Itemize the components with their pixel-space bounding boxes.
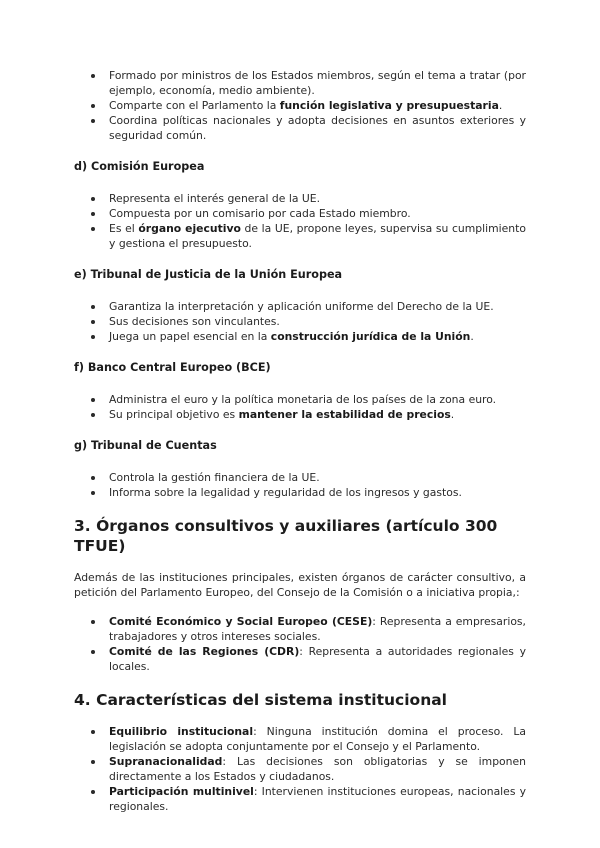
list-item: Comité Económico y Social Europeo (CESE): Representa a empresarios, trabajadores y otros intereses sociales.: [74, 614, 526, 644]
list-item: Compuesta por un comisario por cada Estado miembro.: [74, 206, 526, 221]
caracteristicas-list: [74, 724, 526, 814]
list-item: Sus decisiones son vinculantes.: [74, 314, 526, 329]
list-item: Informa sobre la legalidad y regularidad de los ingresos y gastos.: [74, 485, 526, 500]
organos-heading: 3. Órganos consultivos y auxiliares (artículo 300 TFUE): [74, 517, 498, 555]
list-item: Controla la gestión financiera de la UE.: [74, 470, 526, 485]
organos-intro: Además de las instituciones principales, existen órganos de carácter consultivo, a petición del Parlamento Europeo, del Consejo de la Comisión o a iniciativa propia,:: [74, 571, 526, 599]
list-item: Formado por ministros de los Estados miembros, según el tema a tratar (por ejemplo, economía, medio ambiente).: [74, 68, 526, 98]
bce-heading: f) Banco Central Europeo (BCE): [74, 361, 271, 374]
tribunal-cuentas-heading: g) Tribunal de Cuentas: [74, 439, 217, 452]
document-page: [74, 68, 526, 814]
consejo-list: [74, 68, 526, 143]
comision-heading: d) Comisión Europea: [74, 160, 205, 173]
list-item: Representa el interés general de la UE.: [74, 191, 526, 206]
list-item: Garantiza la interpretación y aplicación uniforme del Derecho de la UE.: [74, 299, 526, 314]
list-item: Participación multinivel: Intervienen instituciones europeas, nacionales y regionales.: [74, 784, 526, 814]
organos-list: [74, 614, 526, 674]
list-item: Administra el euro y la política monetaria de los países de la zona euro.: [74, 392, 526, 407]
list-item: Comparte con el Parlamento la función legislativa y presupuestaria.: [74, 98, 526, 113]
caracteristicas-heading: 4. Características del sistema institucional: [74, 691, 447, 709]
list-item: Supranacionalidad: Las decisiones son obligatorias y se imponen directamente a los Estados y ciudadanos.: [74, 754, 526, 784]
tribunal-justicia-list: [74, 299, 526, 344]
bce-list: [74, 392, 526, 422]
list-item: Equilibrio institucional: Ninguna institución domina el proceso. La legislación se adopta conjuntamente por el Consejo y el Parlamento.: [74, 724, 526, 754]
list-item: Juega un papel esencial en la construcción jurídica de la Unión.: [74, 329, 526, 344]
tribunal-justicia-heading: e) Tribunal de Justicia de la Unión Europea: [74, 268, 343, 281]
list-item: Su principal objetivo es mantener la estabilidad de precios.: [74, 407, 526, 422]
list-item: Coordina políticas nacionales y adopta decisiones en asuntos exteriores y seguridad común.: [74, 113, 526, 143]
list-item: Comité de las Regiones (CDR): Representa a autoridades regionales y locales.: [74, 644, 526, 674]
tribunal-cuentas-list: [74, 470, 526, 500]
list-item: Es el órgano ejecutivo de la UE, propone leyes, supervisa su cumplimiento y gestiona el presupuesto.: [74, 221, 526, 251]
comision-list: [74, 191, 526, 251]
